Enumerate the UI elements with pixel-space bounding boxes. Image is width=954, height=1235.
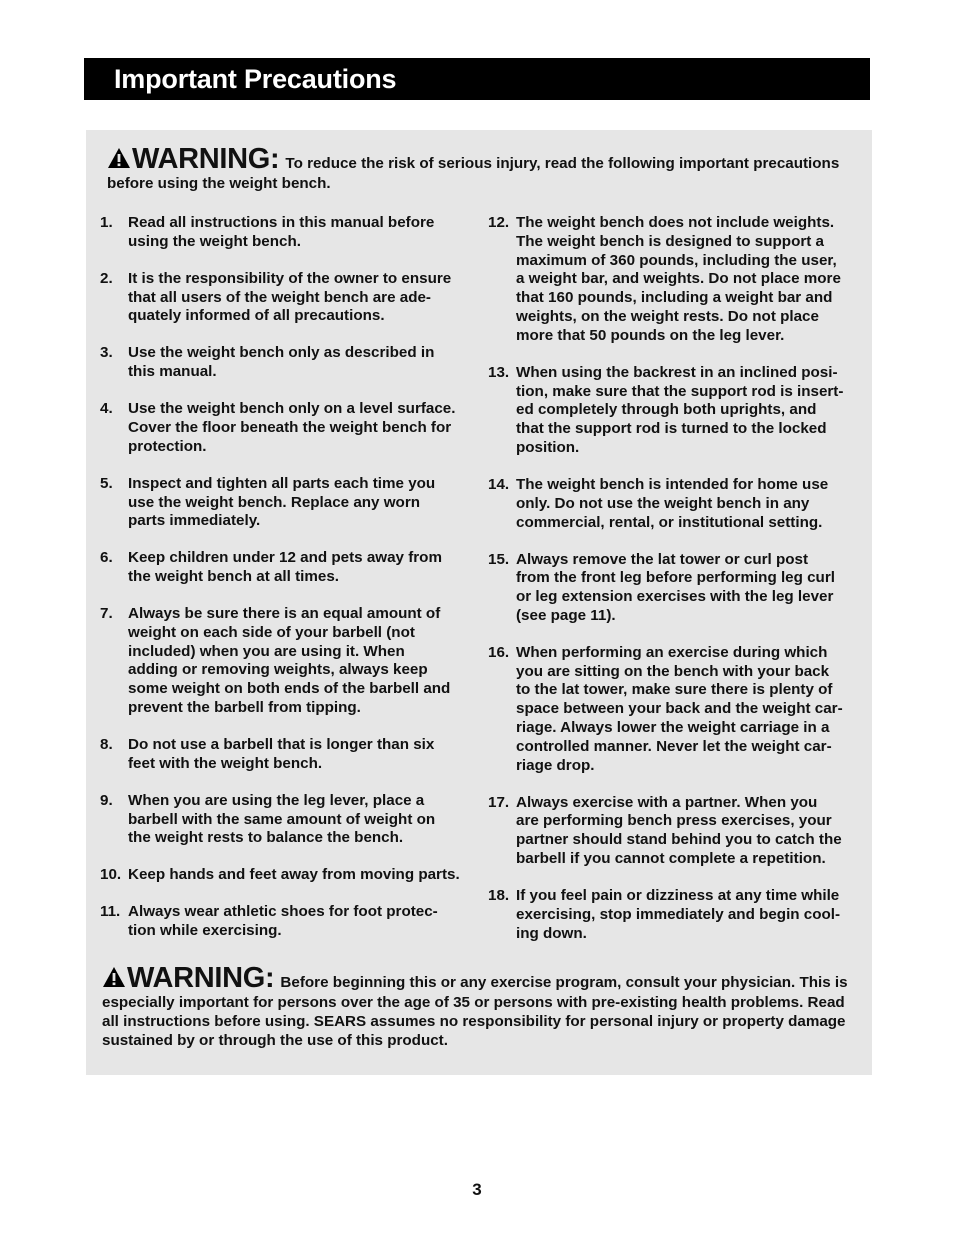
item-number: 10. — [100, 866, 122, 884]
list-item — [100, 792, 474, 848]
list-item — [100, 605, 474, 718]
list-item — [488, 887, 858, 943]
warning-bottom — [102, 964, 862, 1050]
precautions-panel — [86, 130, 872, 1075]
warning-label: WARNING: — [132, 143, 280, 175]
item-text: Always remove the lat tower or curl post from the front leg before performing leg curl or leg extension exercises with the leg lever (see page 11). — [516, 550, 835, 624]
list-item — [488, 551, 858, 626]
list-item — [100, 270, 474, 326]
item-number: 11. — [100, 903, 121, 921]
item-text: The weight bench is intended for home use only. Do not use the weight bench in any commercial, rental, or institutional setting. — [516, 475, 829, 531]
item-text: Do not use a barbell that is longer than six feet with the weight bench. — [128, 736, 435, 772]
item-text: If you feel pain or dizziness at any time while exercising, stop immediately and begin cool- ing down. — [516, 887, 841, 942]
list-item — [100, 903, 474, 941]
precautions-list-left — [100, 214, 474, 959]
item-number: 18. — [488, 887, 510, 905]
item-number: 12. — [488, 214, 510, 231]
item-number: 6. — [100, 549, 113, 567]
warning-text: Before beginning this or any exercise program, consult your physician. This is especially important for persons over the age of 35 or persons with pre-existing health problems. Read all instructions before using. SEARS assumes no responsibility for personal injury or property damage sustained by or through the use of this product. — [102, 974, 848, 1049]
item-number: 15. — [488, 550, 510, 568]
item-number: 17. — [488, 793, 510, 811]
item-number: 16. — [488, 643, 510, 661]
warning-text: To reduce the risk of serious injury, read the following important precautions before using the weight bench. — [107, 155, 840, 192]
list-item — [488, 214, 858, 346]
warning-label: WARNING: — [127, 962, 275, 994]
list-item — [488, 364, 858, 458]
list-item — [100, 214, 474, 252]
item-text: Read all instructions in this manual before using the weight bench. — [128, 214, 435, 250]
item-number: 13. — [488, 363, 510, 381]
section-header-bar — [84, 58, 870, 100]
list-item — [100, 549, 474, 587]
item-number: 9. — [100, 791, 113, 809]
item-text: When you are using the leg lever, place a barbell with the same amount of weight on the weight rests to balance the bench. — [128, 791, 436, 847]
item-number: 2. — [100, 269, 113, 287]
page-number: 3 — [472, 1180, 482, 1199]
warning-triangle-icon — [107, 147, 131, 169]
precautions-list-right — [488, 214, 858, 962]
list-item — [488, 644, 858, 776]
warning-top — [107, 145, 847, 193]
item-text: Inspect and tighten all parts each time you use the weight bench. Replace any worn parts immediately. — [128, 474, 436, 530]
item-text: When performing an exercise during which you are sitting on the bench with your back to the lat tower, make sure there is plenty of space between your back and the weight car- riage. Always lower the weight carriage in a controlled manner. Never let the weight car- riage drop. — [516, 643, 843, 774]
warning-triangle-icon — [102, 966, 126, 988]
item-text: Use the weight bench only on a level surface. Cover the floor beneath the weight bench for protection. — [128, 400, 456, 455]
item-text: It is the responsibility of the owner to ensure that all users of the weight bench are ade- quately informed of all precautions. — [128, 269, 452, 325]
item-number: 1. — [100, 214, 113, 231]
page-title: Important Precautions — [114, 64, 397, 94]
list-item — [100, 344, 474, 382]
item-text: Always wear athletic shoes for foot protec- tion while exercising. — [128, 903, 438, 940]
item-text: Always be sure there is an equal amount of weight on each side of your barbell (not included) when you are using it. When adding or removing weights, always keep some weight on both ends of the barbell and prevent the barbell from tipping. — [128, 605, 451, 717]
item-number: 7. — [100, 605, 113, 623]
list-item — [100, 400, 474, 456]
list-item — [488, 476, 858, 532]
item-number: 8. — [100, 736, 113, 754]
item-text: Keep children under 12 and pets away from the weight bench at all times. — [128, 549, 442, 586]
item-text: Always exercise with a partner. When you are performing bench press exercises, your partner should stand behind you to catch the barbell if you cannot complete a repetition. — [516, 793, 842, 868]
list-item — [488, 794, 858, 869]
item-text: The weight bench does not include weights. The weight bench is designed to support a maximum of 360 pounds, including the user, a weight bar, and weights. Do not place more that 160 pounds, including a weight bar and weights, on the weight rests. Do not place more that 50 pounds on the leg lever. — [516, 214, 841, 344]
list-item — [100, 475, 474, 531]
item-text: Keep hands and feet away from moving parts. — [128, 866, 460, 884]
item-number: 5. — [100, 474, 113, 492]
item-number: 14. — [488, 475, 510, 493]
list-item — [100, 736, 474, 774]
item-text: Use the weight bench only as described in this manual. — [128, 344, 435, 381]
item-number: 4. — [100, 400, 113, 418]
list-item — [100, 866, 474, 885]
item-text: When using the backrest in an inclined posi- tion, make sure that the support rod is insert- ed completely through both uprights, and that the support rod is turned to the locked position. — [516, 363, 844, 456]
item-number: 3. — [100, 344, 113, 362]
